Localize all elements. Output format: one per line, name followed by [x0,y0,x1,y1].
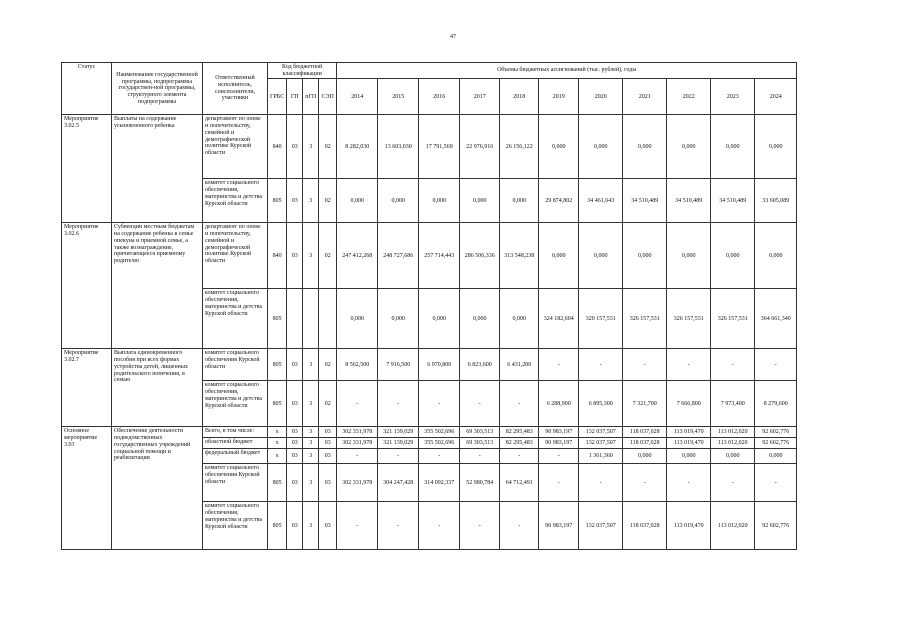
row-value: - [711,464,755,502]
row-value: 0,000 [539,115,579,179]
header-year: 2021 [623,79,667,115]
row-pgp: 3 [303,349,319,381]
row-value: - [337,502,378,550]
row-value: 8 279,600 [755,381,797,427]
row-value: - [500,381,539,427]
row-pgp [303,289,319,349]
row-sem: 03 [319,427,337,438]
row-value: 132 037,507 [579,502,623,550]
row-value: 0,000 [378,289,419,349]
row-pgp: 3 [303,438,319,449]
row-gp: 03 [287,223,303,289]
row-value: 321 139,029 [378,438,419,449]
row-value: - [579,464,623,502]
row-gp: 03 [287,464,303,502]
header-year: 2019 [539,79,579,115]
row-gp: 03 [287,179,303,223]
row-value: 326 157,531 [711,289,755,349]
row-value: 326 157,531 [667,289,711,349]
row-value: 0,000 [539,223,579,289]
row-value: 324 182,604 [539,289,579,349]
row-value: - [460,449,500,464]
row-grbs: х [268,449,287,464]
row-value: - [419,502,460,550]
row-value: 113 019,470 [667,502,711,550]
row-value: 0,000 [667,223,711,289]
row-value: - [337,381,378,427]
row-value: 118 037,028 [623,502,667,550]
row-value: 132 037,507 [579,427,623,438]
row-value: 0,000 [623,449,667,464]
row-value: 64 712,491 [500,464,539,502]
row-value: - [755,464,797,502]
row-grbs: 805 [268,179,287,223]
row-sem: 03 [319,464,337,502]
row-value: - [460,381,500,427]
row-grbs: х [268,438,287,449]
row-value: - [667,349,711,381]
header-name: Наименование государственной программы, подпрограммы государствен-ной программы, структурного элемента подпрограммы [112,63,203,115]
row-value: 33 605,089 [755,179,797,223]
row-value: 113 019,470 [667,438,711,449]
budget-table [61,62,797,550]
row-value: 313 548,238 [500,223,539,289]
row-value: 247 412,268 [337,223,378,289]
row-executor: Всего, в том числе: [203,427,268,438]
row-grbs: 805 [268,464,287,502]
header-pgp: пГП [303,79,319,115]
row-value: - [711,349,755,381]
row-sem: 03 [319,502,337,550]
row-value: 22 976,916 [460,115,500,179]
row-gp: 03 [287,115,303,179]
row-value: - [579,349,623,381]
row-value: 6 823,600 [460,349,500,381]
header-year: 2017 [460,79,500,115]
row-value: 0,000 [337,289,378,349]
row-value: - [667,464,711,502]
row-value: 0,000 [419,179,460,223]
row-value: 0,000 [378,179,419,223]
row-value: 82 295,483 [500,427,539,438]
row-value: 0,000 [711,115,755,179]
row-value: 321 139,029 [378,427,419,438]
table-row [62,223,797,289]
row-pgp: 3 [303,179,319,223]
row-value: 6 895,300 [579,381,623,427]
row-value: 6 970,800 [419,349,460,381]
row-executor: комитет социального обеспечения Курской области [203,464,268,502]
row-value: 248 727,686 [378,223,419,289]
row-value: 0,000 [623,223,667,289]
table-row [62,427,797,438]
header-budget-code: Код бюджетной классификации [268,63,337,79]
row-value: 92 602,776 [755,427,797,438]
row-executor: комитет социального обеспечения, материнства и детства Курской области [203,502,268,550]
row-value: 320 157,531 [579,289,623,349]
header-year: 2014 [337,79,378,115]
header-year: 2020 [579,79,623,115]
row-gp: 03 [287,427,303,438]
row-value: 113 012,020 [711,427,755,438]
row-pgp: 3 [303,502,319,550]
row-executor: департамент по опеке и попечительству, семейной и демографической политике Курской области [203,223,268,289]
row-value: 8 282,030 [337,115,378,179]
row-sem: 02 [319,223,337,289]
row-value: 69 303,513 [460,438,500,449]
row-value: 0,000 [460,179,500,223]
row-value: 0,000 [755,449,797,464]
row-sem: 02 [319,179,337,223]
row-value: 0,000 [623,115,667,179]
row-gp: 03 [287,349,303,381]
row-value: 8 562,500 [337,349,378,381]
row-value: 0,000 [755,223,797,289]
row-value: 82 295,483 [500,438,539,449]
row-pgp: 3 [303,115,319,179]
row-value: 0,000 [460,289,500,349]
row-value: 26 156,122 [500,115,539,179]
row-value: 6 431,200 [500,349,539,381]
row-value: 302 331,978 [337,464,378,502]
row-value: 118 037,028 [623,438,667,449]
row-value: 304 247,428 [378,464,419,502]
row-name: Выплата единовременного пособия при всех формах устройства детей, лишенных родительского попечения, в семью [112,349,203,427]
row-value: - [539,349,579,381]
row-grbs: 805 [268,289,287,349]
row-value: - [623,349,667,381]
row-value: 355 502,696 [419,438,460,449]
header-year: 2022 [667,79,711,115]
header-status: Статус [62,63,112,115]
row-value: 6 288,900 [539,381,579,427]
header-gp: ГП [287,79,303,115]
row-value: 118 037,028 [623,427,667,438]
row-status: Основное мероприятие 3.03 [62,427,112,550]
row-value: 90 983,197 [539,502,579,550]
row-sem: 02 [319,115,337,179]
row-value: 34 510,489 [667,179,711,223]
row-gp: 03 [287,438,303,449]
row-value: 113 012,020 [711,502,755,550]
row-grbs: 840 [268,115,287,179]
row-name: Субвенции местным бюджетам на содержание ребенка в семье опекуна и приемной семье, а также вознаграждение, причитающееся приемному родителю [112,223,203,349]
row-value: 52 980,784 [460,464,500,502]
row-name: Обеспечение деятельности подведомственных государственных учреждений социальной помощи и реабилитации [112,427,203,550]
row-value: 0,000 [667,115,711,179]
row-sem: 02 [319,381,337,427]
row-pgp: 3 [303,381,319,427]
row-gp: 03 [287,502,303,550]
row-pgp: 3 [303,449,319,464]
header-volumes: Объемы бюджетных ассигнований (тыс. рублей), годы [337,63,797,79]
row-status: Мероприятие 3.02.6 [62,223,112,349]
row-grbs: 840 [268,223,287,289]
row-gp: 03 [287,381,303,427]
row-value: 34 510,489 [711,179,755,223]
row-value: - [755,349,797,381]
row-value: - [378,381,419,427]
page-number: 47 [450,34,456,40]
row-value: 7 666,800 [667,381,711,427]
row-executor: федеральный бюджет [203,449,268,464]
row-value: 7 916,500 [378,349,419,381]
row-value: - [419,381,460,427]
row-value: 113 012,020 [711,438,755,449]
row-pgp: 3 [303,427,319,438]
row-value: 29 874,802 [539,179,579,223]
row-value: 0,000 [419,289,460,349]
row-value: 326 157,531 [623,289,667,349]
row-value: 34 461,643 [579,179,623,223]
row-value: 364 661,340 [755,289,797,349]
row-sem: 03 [319,449,337,464]
row-value: 17 791,569 [419,115,460,179]
row-value: - [378,449,419,464]
row-value: - [460,502,500,550]
row-value: 90 983,197 [539,438,579,449]
row-pgp: 3 [303,464,319,502]
row-gp [287,289,303,349]
row-name: Выплаты на содержание усыновленного ребенка [112,115,203,223]
row-executor: комитет социального обеспечения, материнства и детства Курской области [203,179,268,223]
row-value: 0,000 [711,449,755,464]
row-value: 7 973,400 [711,381,755,427]
header-year: 2024 [755,79,797,115]
row-value: 0,000 [667,449,711,464]
row-value: 90 983,197 [539,427,579,438]
row-value: 132 037,507 [579,438,623,449]
row-value: 92 602,776 [755,438,797,449]
row-value: 355 502,696 [419,427,460,438]
row-executor: департамент по опеке и попечительству, семейной и демографической политике Курской области [203,115,268,179]
row-value: - [500,449,539,464]
row-value: 0,000 [755,115,797,179]
row-value: 0,000 [711,223,755,289]
row-value: - [500,502,539,550]
row-status: Мероприятие 3.02.7 [62,349,112,427]
row-value: 69 303,513 [460,427,500,438]
row-value: 302 331,978 [337,438,378,449]
row-value: 286 506,336 [460,223,500,289]
table-row [62,115,797,179]
header-year: 2015 [378,79,419,115]
row-value: 257 714,443 [419,223,460,289]
table-row [62,349,797,381]
row-value: 0,000 [500,289,539,349]
row-value: 7 321,700 [623,381,667,427]
row-status: Мероприятие 3.02.5 [62,115,112,223]
row-value: 0,000 [579,115,623,179]
row-executor: комитет социального обеспечения, материнства и детства Курской области [203,381,268,427]
row-value: 13 603,030 [378,115,419,179]
row-value: 34 510,489 [623,179,667,223]
header-grbs: ГРБС [268,79,287,115]
row-value: - [623,464,667,502]
header-executor: Ответственный исполнитель, соисполнители, участники [203,63,268,115]
row-grbs: х [268,427,287,438]
row-value: 1 361,360 [579,449,623,464]
header-year: 2018 [500,79,539,115]
row-gp: 03 [287,449,303,464]
row-sem [319,289,337,349]
row-grbs: 805 [268,381,287,427]
row-sem: 02 [319,349,337,381]
header-year: 2023 [711,79,755,115]
row-value: - [337,449,378,464]
row-value: - [419,449,460,464]
row-sem: 03 [319,438,337,449]
row-pgp: 3 [303,223,319,289]
row-executor: областной бюджет [203,438,268,449]
row-value: 302 331,978 [337,427,378,438]
row-grbs: 805 [268,349,287,381]
row-grbs: 805 [268,502,287,550]
header-sem: СЭП [319,79,337,115]
row-value: 0,000 [579,223,623,289]
row-value: 92 602,776 [755,502,797,550]
row-executor: комитет социального обеспечения Курской области [203,349,268,381]
row-value: 0,000 [500,179,539,223]
row-value: 0,000 [337,179,378,223]
row-executor: комитет социального обеспечения, материнства и детства Курской области [203,289,268,349]
header-year: 2016 [419,79,460,115]
row-value: - [378,502,419,550]
row-value: 314 092,337 [419,464,460,502]
row-value: - [539,449,579,464]
row-value: 113 019,470 [667,427,711,438]
row-value: - [539,464,579,502]
